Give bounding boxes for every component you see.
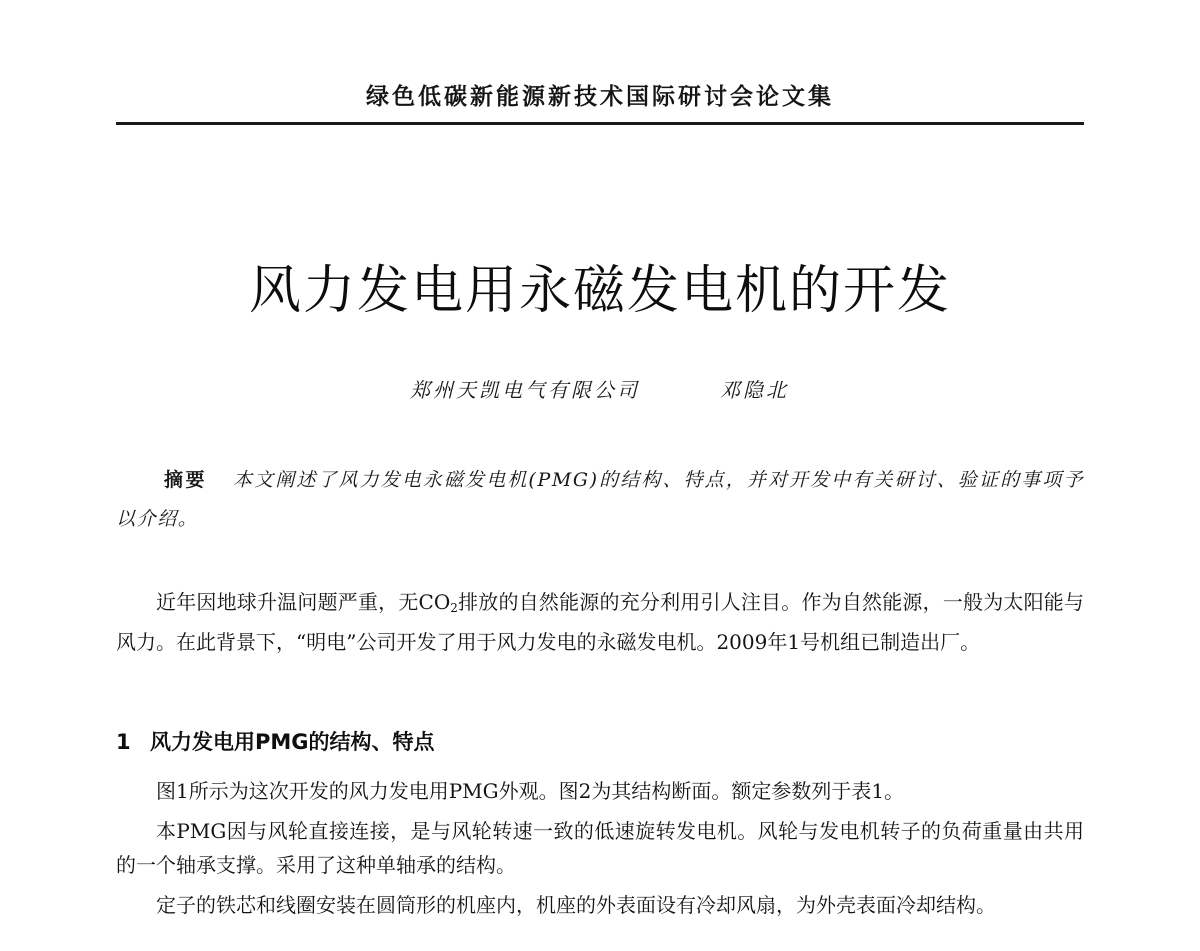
intro-text-part2: 排放的自然能源的充分利用引人注目。作为自然能源，一般为太阳能与风力。在此背景下，“明电”公司开发了用于风力发电的永磁发电机。2009年1号机组已制造出厂。 xyxy=(116,590,1085,654)
body-paragraph: 图1所示为这次开发的风力发电用PMG外观。图2为其结构断面。额定参数列于表1。 xyxy=(156,779,905,803)
section-1-heading xyxy=(116,726,435,756)
abstract xyxy=(116,461,1084,539)
intro-paragraph xyxy=(116,585,1084,659)
section-1-body xyxy=(116,774,1084,928)
author-affiliation: 郑州天凯电气有限公司 xyxy=(410,378,640,402)
intro-section xyxy=(116,585,1084,659)
body-paragraph: 本PMG因与风轮直接连接，是与风轮转速一致的低速旋转发电机。风轮与发电机转子的负荷重量由共用的一个轴承支撑。采用了这种单轴承的结构。 xyxy=(116,819,1084,877)
header-rule xyxy=(116,122,1084,125)
section-title: 风力发电用PMG的结构、特点 xyxy=(150,730,435,754)
abstract-label: 摘要 xyxy=(164,469,208,491)
running-head: 绿色低碳新能源新技术国际研讨会论文集 xyxy=(366,84,834,110)
body-paragraph: 定子的铁芯和线圈安装在圆筒形的机座内，机座的外表面设有冷却风扇，为外壳表面冷却结构。 xyxy=(156,893,996,917)
intro-text-part1: 近年因地球升温问题严重，无CO xyxy=(156,590,451,614)
section-number: 1 xyxy=(116,730,131,754)
abstract-text: 本文阐述了风力发电永磁发电机(PMG)的结构、特点，并对开发中有关研讨、验证的事项予以介绍。 xyxy=(116,469,1084,530)
paper-title: 风力发电用永磁发电机的开发 xyxy=(248,261,951,321)
author-name: 邓隐北 xyxy=(720,378,789,402)
intro-subscript: 2 xyxy=(450,601,458,615)
